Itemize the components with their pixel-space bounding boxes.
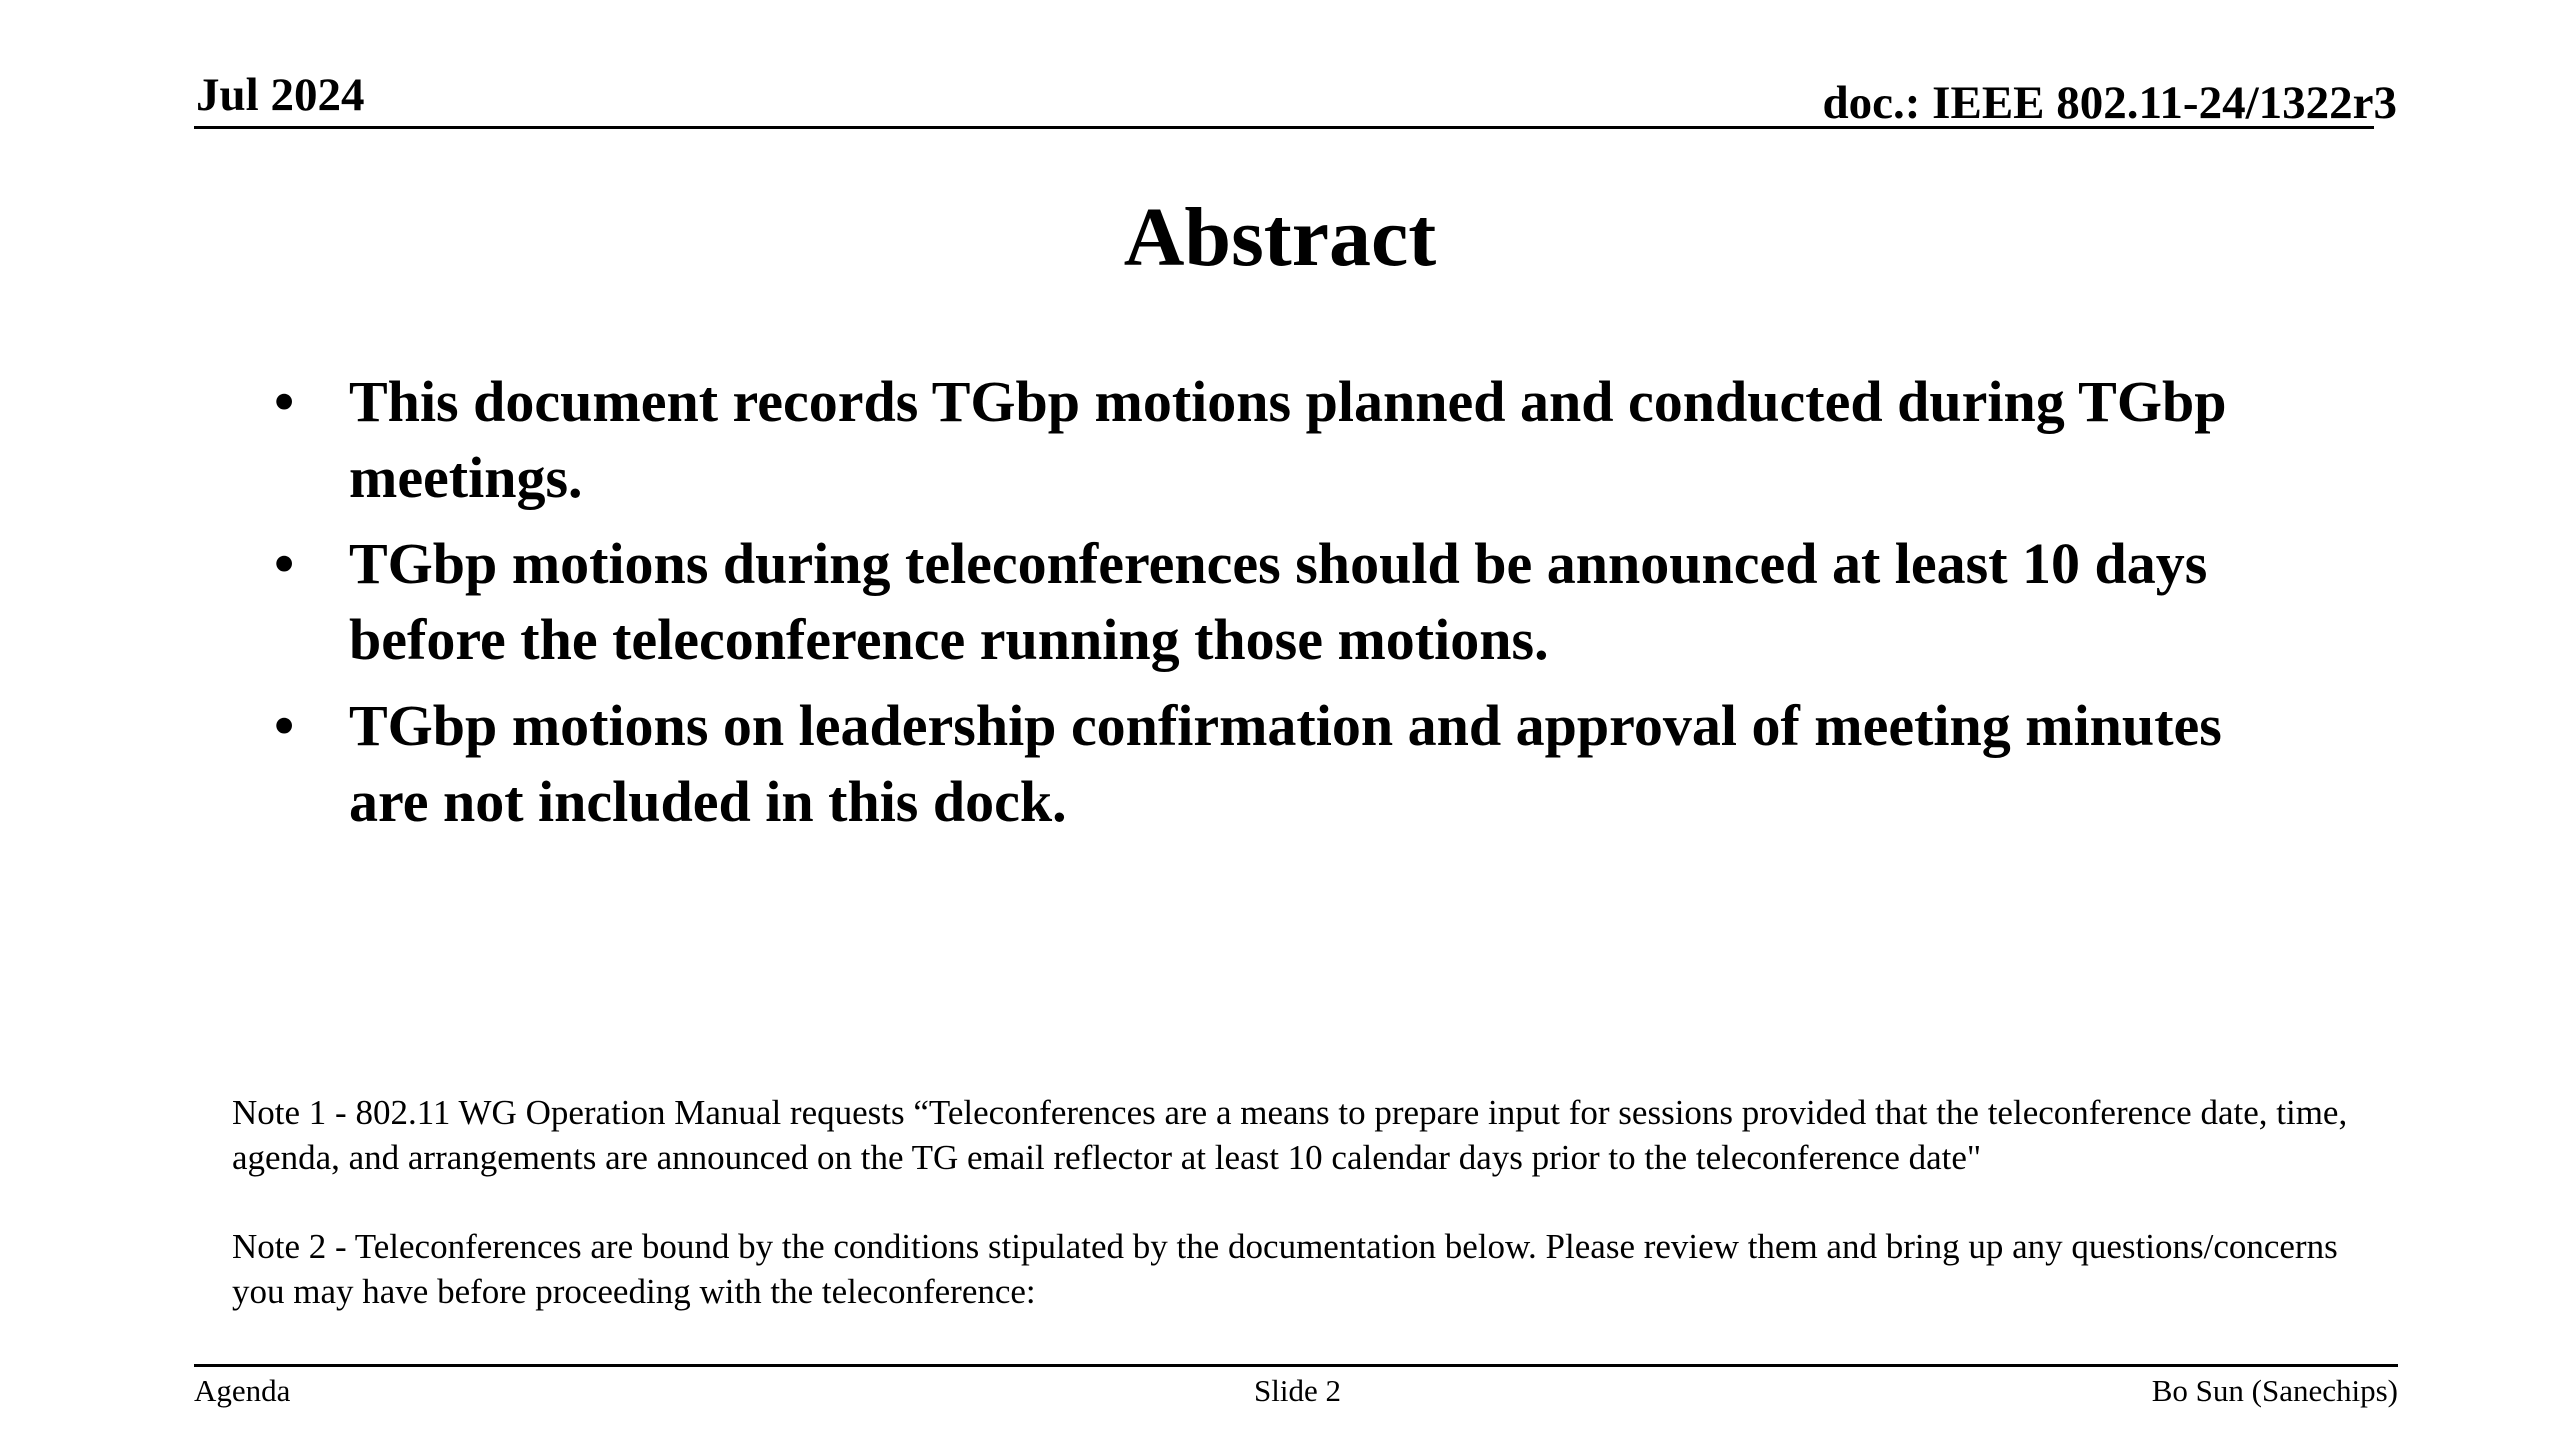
footer-divider (194, 1364, 2398, 1367)
bullet-text: TGbp motions during teleconferences should be announced at least 10 days before the teleconference running those motions. (349, 531, 2208, 672)
footer-author: Bo Sun (Sanechips) (2151, 1373, 2398, 1408)
header-date: Jul 2024 (196, 69, 365, 121)
note-2: Note 2 - Teleconferences are bound by the conditions stipulated by the documentation below. Please review them and bring up any questions/concerns you may have before proceeding with the teleconference: (232, 1227, 2338, 1311)
bullet-item (270, 364, 2310, 516)
footer-slide-number: Slide 2 (1254, 1373, 1341, 1408)
header-doc-id: doc.: IEEE 802.11-24/1322r3 (1822, 77, 2397, 129)
bullet-list (270, 364, 2310, 850)
bullet-item (270, 688, 2310, 840)
footer-section: Agenda (194, 1373, 291, 1408)
bullet-text: TGbp motions on leadership confirmation and approval of meeting minutes are not included in this dock. (349, 693, 2222, 834)
bullet-item (270, 526, 2310, 678)
bullet-marker: • (274, 531, 295, 596)
bullet-marker: • (274, 693, 295, 758)
bullet-marker: • (274, 369, 295, 434)
bullet-text: This document records TGbp motions planned and conducted during TGbp meetings. (349, 369, 2227, 510)
note-1: Note 1 - 802.11 WG Operation Manual requests “Teleconferences are a means to prepare input for sessions provided that the teleconference date, time, agenda, and arrangements are announced on the TG email reflector at least 10 calendar days prior to the teleconference date" (232, 1093, 2348, 1177)
slide-title: Abstract (1123, 191, 1437, 284)
header-divider (194, 126, 2374, 129)
